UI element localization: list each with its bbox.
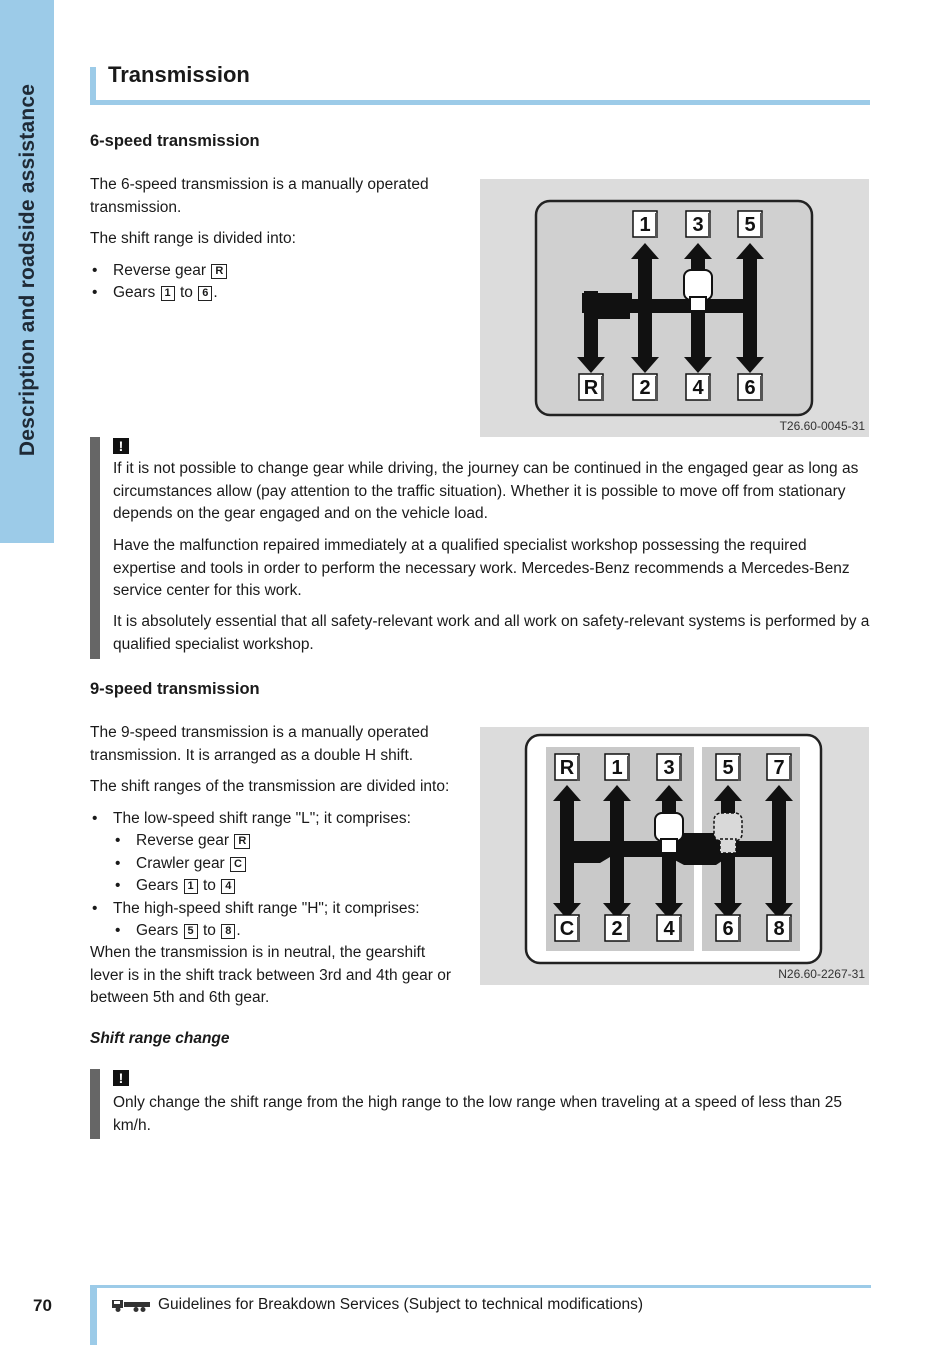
- gear-label: 1: [611, 757, 623, 779]
- list-item-text: Gears: [136, 922, 179, 939]
- six-speed-shift-diagram: [480, 179, 869, 437]
- gear-label: 4: [663, 918, 675, 940]
- gear-label-shadow: [679, 756, 682, 781]
- gear-label-shadow: [708, 213, 711, 238]
- paragraph: When the transmission is in neutral, the gearshift lever is in the shift track between 3rd and 4th gear or between 5th and 6th gear.: [90, 944, 452, 1006]
- footer-text: Guidelines for Breakdown Services (Subject to technical modifications): [158, 1296, 644, 1313]
- gear-label: 2: [639, 377, 651, 399]
- gear-label-shadow: [738, 917, 741, 942]
- section-heading-6-speed: 6-speed transmission: [90, 132, 260, 150]
- gear-key: 6: [198, 286, 212, 301]
- paragraph: The shift ranges of the transmission are divided into:: [90, 778, 450, 795]
- page-number: 70: [33, 1296, 52, 1315]
- paragraph: The 9-speed transmission is a manually operated transmission. It is arranged as a double H shift.: [90, 724, 429, 764]
- gear-label: 4: [692, 377, 704, 399]
- figure-code: N26.60-2267-31: [778, 967, 865, 981]
- list-item-text: Reverse gear: [136, 832, 230, 849]
- list-item-text: .: [213, 284, 218, 301]
- list-item: The low-speed shift range "L"; it comprises:: [113, 810, 411, 827]
- gear-label: 3: [663, 757, 675, 779]
- section-heading-9-speed: 9-speed transmission: [90, 680, 260, 698]
- gear-label: R: [559, 757, 575, 779]
- bullet-marker: •: [115, 832, 121, 849]
- gear-labels-top: [633, 211, 763, 238]
- gear-label-shadow: [627, 917, 630, 942]
- bullet-marker: •: [115, 922, 121, 939]
- bullet-marker: •: [115, 877, 121, 894]
- gear-label-shadow: [789, 756, 792, 781]
- bullet-marker: •: [92, 262, 98, 279]
- list-item: [113, 282, 218, 305]
- gear-key: 5: [184, 924, 198, 939]
- gear-key: R: [234, 834, 250, 849]
- gear-label-shadow: [738, 756, 741, 781]
- gear-label: 6: [744, 377, 756, 399]
- gear-key: R: [211, 264, 227, 279]
- gear-label-shadow: [789, 917, 792, 942]
- gear-label-shadow: [627, 756, 630, 781]
- gear-label: 2: [611, 918, 623, 940]
- gear-label: 6: [722, 918, 734, 940]
- gear-label: 5: [744, 214, 756, 236]
- warning-paragraph: Have the malfunction repaired immediately at a qualified specialist workshop possessing the required expertise and tools in order to perform the necessary work. Mercedes-Benz recommends a Mercedes-Benz service center for this work.: [113, 537, 850, 599]
- list-item: [136, 875, 236, 898]
- gear-label: 1: [639, 214, 651, 236]
- list-item: [113, 260, 228, 283]
- gear-label-shadow: [655, 213, 658, 238]
- warning-paragraph: It is absolutely essential that all safety-relevant work and all work on safety-relevant systems is performed by a qualified specialist workshop.: [113, 613, 870, 653]
- warning-bar: [90, 1069, 100, 1139]
- gear-label: 8: [773, 918, 785, 940]
- gear-label-shadow: [760, 213, 763, 238]
- bullet-marker: •: [92, 284, 98, 301]
- warning-icon: !: [113, 438, 129, 454]
- list-item-text: Reverse gear: [113, 262, 207, 279]
- chapter-title: Description and roadside assistance: [16, 83, 39, 457]
- footer-rule: [90, 1285, 871, 1288]
- gear-label-shadow: [655, 376, 658, 401]
- gear-label-shadow: [577, 917, 580, 942]
- gear-key: 8: [221, 924, 235, 939]
- gear-label-shadow: [679, 917, 682, 942]
- warning-paragraph: Only change the shift range from the high range to the low range when traveling at a speed of less than 25 km/h.: [113, 1094, 842, 1134]
- list-item-text: .: [236, 922, 241, 939]
- gear-label: 3: [692, 214, 704, 236]
- truck-icon: [112, 1297, 152, 1313]
- gear-key: 1: [184, 879, 198, 894]
- list-item-text: Gears: [113, 284, 156, 301]
- bullet-marker: •: [92, 810, 98, 827]
- shift-pattern-9-speed: [480, 727, 869, 985]
- list-item-text: to: [202, 877, 216, 894]
- gear-label: C: [559, 918, 575, 940]
- subheading-shift-range-change: Shift range change: [90, 1030, 230, 1047]
- gear-label: R: [583, 377, 599, 399]
- nine-speed-shift-diagram: [480, 727, 869, 985]
- gear-label: 7: [773, 757, 785, 779]
- list-item: [136, 853, 247, 876]
- gear-key: C: [230, 857, 246, 872]
- list-item: [136, 920, 241, 943]
- paragraph: The 6-speed transmission is a manually operated transmission.: [90, 176, 429, 216]
- shift-pattern-6-speed: [480, 179, 869, 437]
- list-item-text: Gears: [136, 877, 179, 894]
- list-item-text: to: [202, 922, 216, 939]
- gear-key: 4: [221, 879, 235, 894]
- warning-paragraph: If it is not possible to change gear while driving, the journey can be continued in the engaged gear as long as circumstances allow (pay attention to the traffic situation). Whether it is possible to move off from stationary depends on the gear engaged and on the vehicle load.: [113, 460, 859, 522]
- bullet-marker: •: [115, 855, 121, 872]
- list-item: [136, 830, 251, 853]
- list-item: The high-speed shift range "H"; it comprises:: [113, 900, 420, 917]
- gear-key: 1: [161, 286, 175, 301]
- gear-label-shadow: [601, 376, 604, 401]
- list-item-text: to: [179, 284, 193, 301]
- gear-label: 5: [722, 757, 734, 779]
- title-rule: [90, 100, 870, 105]
- page-title: Transmission: [108, 62, 250, 87]
- paragraph: The shift range is divided into:: [90, 230, 296, 247]
- gear-label-shadow: [577, 756, 580, 781]
- gear-label-shadow: [760, 376, 763, 401]
- gear-label-shadow: [708, 376, 711, 401]
- list-item-text: Crawler gear: [136, 855, 225, 872]
- warning-icon: !: [113, 1070, 129, 1086]
- footer-accent: [90, 1285, 97, 1345]
- bullet-marker: •: [92, 900, 98, 917]
- warning-bar: [90, 437, 100, 659]
- figure-code: T26.60-0045-31: [779, 419, 865, 433]
